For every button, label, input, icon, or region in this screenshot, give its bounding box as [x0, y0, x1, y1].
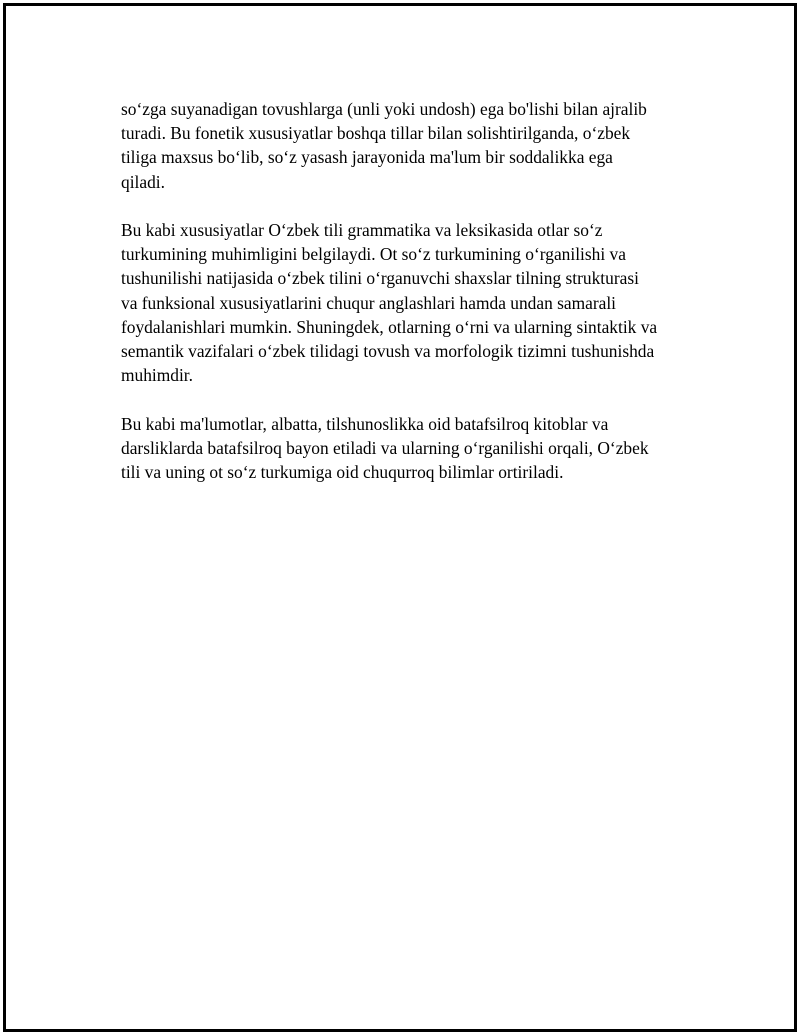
- paragraph-2: Bu kabi xususiyatlar O‘zbek tili grammatika va leksikasida otlar so‘z turkumining muhimligini belgilaydi. Ot so‘z turkumining o‘rganilishi va tushunilishi natijasida o‘zbek tilini o‘rganuvchi shaxslar tilning strukturasi va funksional xususiyatlarini chuqur anglashlari hamda undan samarali foydalanishlari mumkin. Shuningdek, otlarning o‘rni va ularning sintaktik va semantik vazifalari o‘zbek tilidagi tovush va morfologik tizimni tushunishda muhimdir.: [121, 220, 658, 386]
- page-frame: [3, 3, 797, 1032]
- paragraph-3: Bu kabi ma'lumotlar, albatta, tilshunoslikka oid batafsilroq kitoblar va darsliklarda batafsilroq bayon etiladi va ularning o‘rganilishi orqali, O‘zbek tili va uning ot so‘z turkumiga oid chuqurroq bilimlar ortiriladi.: [121, 413, 649, 483]
- document-body: [121, 97, 701, 508]
- paragraph-1: so‘zga suyanadigan tovushlarga (unli yoki undosh) ega bo'lishi bilan ajralib turadi. Bu fonetik xususiyatlar boshqa tillar bilan solishtirilganda, o‘zbek tiliga maxsus bo‘lib, so‘z yasash jarayonida ma'lum bir soddalikka ega qiladi.: [121, 99, 647, 192]
